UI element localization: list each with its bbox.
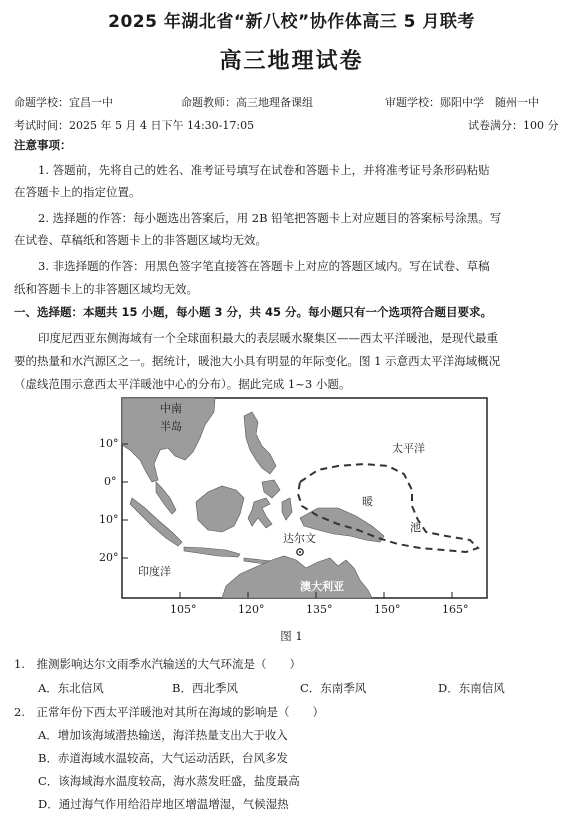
meta-score: 试卷满分：100 分 [468,119,559,132]
label-australia: 澳大利亚 [300,580,344,593]
question-2-option-b: B．赤道海域水温较高，大气运动活跃，台风多发 [38,751,288,765]
notice-item2-line1: 2. 选择题的作答：每小题选出答案后，用 2B 铅笔把答题卡上对应题目的答案标号涂黑。写 [38,211,502,225]
lat-tick-2: 0° [104,475,117,488]
notice-item3-line2: 纸和答题卡上的非答题区域均无效。 [14,282,198,296]
question-2-stem: 2. 正常年份下西太平洋暖池对其所在海域的影响是（ ） [14,705,324,719]
lon-tick-1: 105° [170,603,197,616]
section1-heading: 一、选择题：本题共 15 小题，每小题 3 分，共 45 分。每小题只有一个选项符合题目要求。 [14,305,493,319]
notice-item2-line2: 在试卷、草稿纸和答题卡上的非答题区域均无效。 [14,233,267,247]
section1-intro-line1: 印度尼西亚东侧海域有一个全球面积最大的表层暖水聚集区——西太平洋暖池，是现代最重 [38,331,498,345]
question-1-option-b: B．西北季风 [172,681,238,695]
label-warm: 暖 [362,495,373,508]
notice-heading: 注意事项： [14,138,72,152]
meta-school: 命题学校：宜昌一中 [14,96,113,109]
question-1-option-a: A．东北信风 [38,681,104,695]
lon-tick-4: 150° [374,603,401,616]
label-indian-ocean: 印度洋 [138,565,171,578]
question-1-option-d: D．东南信风 [438,681,505,695]
lon-tick-2: 120° [238,603,265,616]
label-pool: 池 [410,521,421,534]
subject-title: 高三地理试卷 [219,49,364,74]
exam-title: 2025 年湖北省“新八校”协作体高三 5 月联考 [108,12,475,32]
question-2-option-a: A．增加该海域潜热输送，海洋热量支出大于收入 [38,728,288,742]
lon-tick-5: 165° [442,603,469,616]
question-1-stem: 1. 推测影响达尔文雨季水汽输送的大气环流是（ ） [14,657,301,671]
lat-tick-4: 20° [99,551,119,564]
notice-item3-line1: 3. 非选择题的作答：用黑色签字笔直接答在答题卡上对应的答题区域内。写在试卷、草稿 [38,259,490,273]
question-2-option-c: C．该海域海水温度较高，海水蒸发旺盛，盐度最高 [38,774,300,788]
meta-reviewer: 审题学校：郧阳中学 随州一中 [385,96,539,109]
figure-map [0,390,583,630]
section1-intro-line2: 要的热量和水汽源区之一。据统计，暖池大小具有明显的年际变化。图 1 示意西太平洋海域概况 [14,354,501,368]
section1-intro-line3: （虚线范围示意西太平洋暖池中心的分布）。据此完成 1~3 小题。 [14,377,351,391]
lon-tick-3: 135° [306,603,333,616]
label-pacific: 太平洋 [392,442,425,455]
question-1-option-c: C．东南季风 [300,681,367,695]
lat-tick-1: 10° [99,437,119,450]
label-darwin: 达尔文 [283,532,316,545]
meta-teacher: 命题教师：高三地理备课组 [181,96,313,109]
notice-item1-line2: 在答题卡上的指定位置。 [14,185,141,199]
question-2-option-d: D．通过海气作用给沿岸地区增温增湿，气候湿热 [38,797,289,811]
notice-item1-line1: 1. 答题前，先将自己的姓名、准考证号填写在试卷和答题卡上，并将准考证号条形码粘贴 [38,163,490,177]
label-peninsula-1: 中南 [160,402,182,415]
label-peninsula-2: 半岛 [160,420,182,433]
lat-tick-3: 10° [99,513,119,526]
figure-caption: 图 1 [280,629,303,643]
meta-time: 考试时间：2025 年 5 月 4 日下午 14:30-17:05 [14,119,255,132]
